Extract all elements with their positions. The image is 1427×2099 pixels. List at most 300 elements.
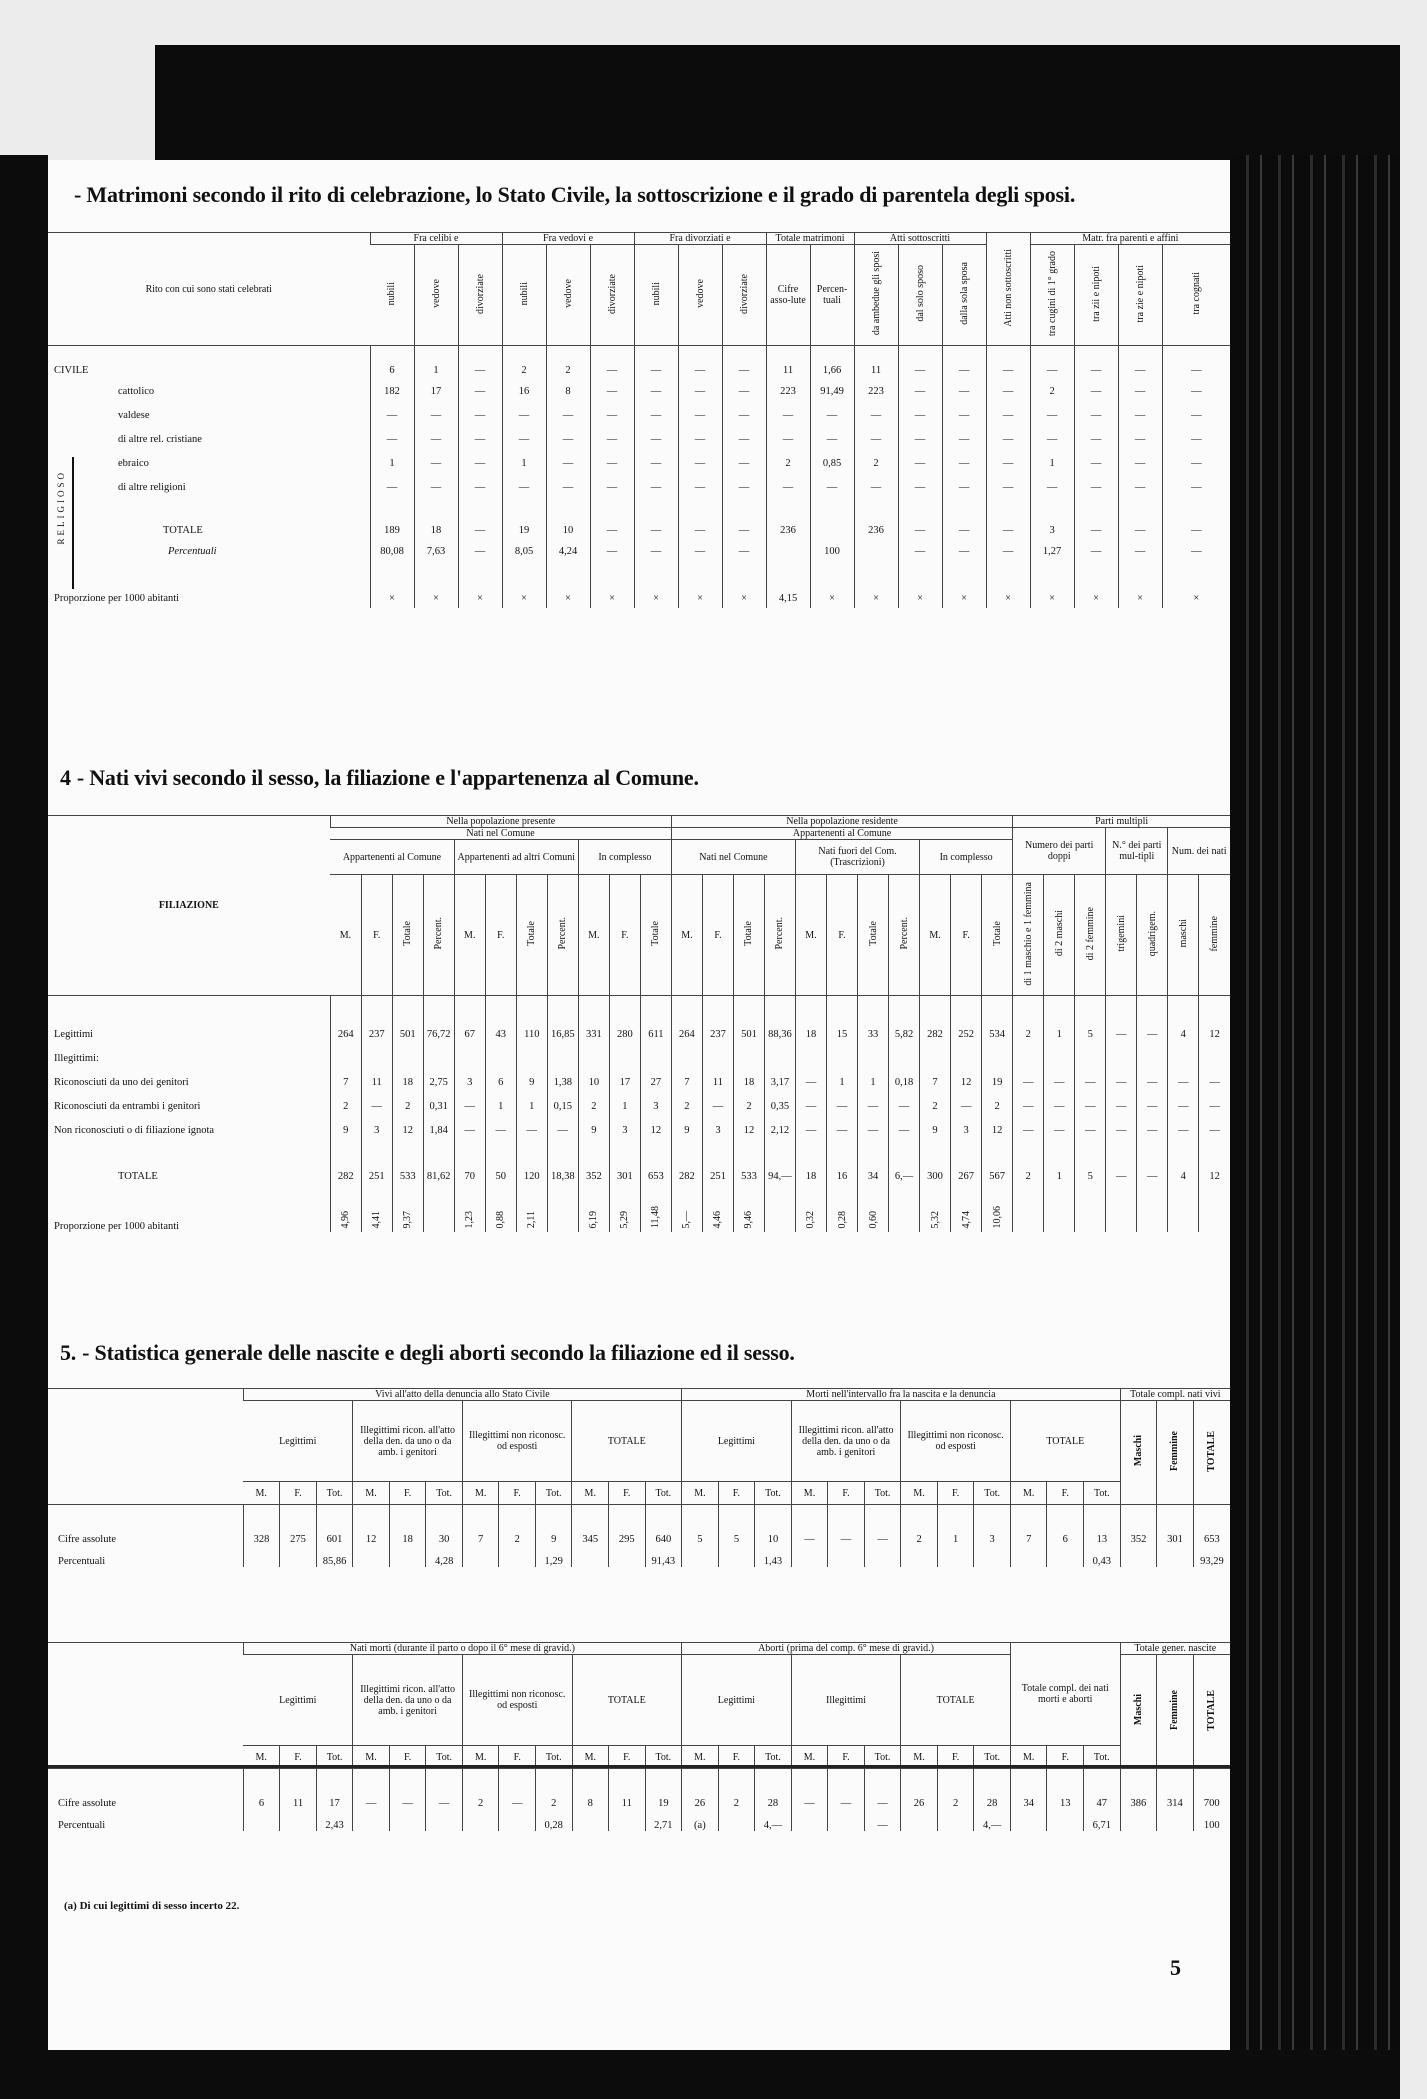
table3-cell: — xyxy=(546,404,590,428)
table3-group-header: Fra celibi e xyxy=(370,233,502,245)
table4-cell: 50 xyxy=(485,1136,516,1182)
table4-cell xyxy=(827,1182,858,1232)
table5a-header-row1 xyxy=(48,1389,1230,1401)
table4-cell xyxy=(951,1182,982,1232)
table3-cell: — xyxy=(634,452,678,476)
table4-cell: — xyxy=(547,1112,578,1136)
table5a-group-header: Illegittimi non riconosc. od esposti xyxy=(462,1401,572,1482)
table3-cell: — xyxy=(458,476,502,500)
table3-col-header xyxy=(546,245,590,346)
table5b-cell: (a) xyxy=(682,1809,719,1831)
table4-cell xyxy=(1075,1182,1106,1232)
table4-cell xyxy=(1075,1040,1106,1064)
scan-border-top xyxy=(155,45,1400,160)
table5b-cell: 386 xyxy=(1120,1769,1157,1809)
table5b-header-aborti: Aborti (prima del comp. 6° mese di gravid.) xyxy=(682,1643,1011,1655)
table5b-row-label: Percentuali xyxy=(58,1819,106,1831)
table4-cell: — xyxy=(795,1112,826,1136)
table4-cell-text: 0,32 xyxy=(805,1211,817,1229)
table4-cell xyxy=(702,1040,733,1064)
table3-cell: — xyxy=(898,380,942,404)
table4-cell xyxy=(1137,1040,1168,1064)
table5b-cell: — xyxy=(499,1769,536,1809)
table5b-cell xyxy=(791,1809,828,1831)
table4-col-header xyxy=(982,875,1013,996)
table4-cell xyxy=(1168,1040,1199,1064)
table3-cell: — xyxy=(458,346,502,380)
table4-cell: 0,35 xyxy=(764,1088,795,1112)
table4-col-header xyxy=(485,875,516,996)
table3-row xyxy=(48,428,1230,452)
table4-col-header-text: di 2 femmine xyxy=(1084,906,1096,961)
table4-header-presente: Nella popolazione presente xyxy=(330,816,671,828)
table4-cell-text: 1,23 xyxy=(464,1211,476,1229)
table4-cell: 12 xyxy=(640,1112,671,1136)
table4-cell: 1 xyxy=(1044,1136,1075,1182)
table4-cell xyxy=(1044,1040,1075,1064)
table3-cell: — xyxy=(590,500,634,540)
table4-cell-text: 0,60 xyxy=(867,1211,879,1229)
table3-header-rito: Rito con cui sono stati celebrati xyxy=(48,233,370,346)
table3-cell: — xyxy=(1074,452,1118,476)
table5b-mft-header: F. xyxy=(609,1746,646,1769)
table5b-mft-header: M. xyxy=(791,1746,828,1769)
table4-cell: 331 xyxy=(578,996,609,1040)
table3-cell: × xyxy=(634,564,678,608)
table3-cell: — xyxy=(1118,540,1162,564)
table3-row-label: valdese xyxy=(118,410,150,421)
table5b-header-totale-compl: Totale compl. dei nati morti e aborti xyxy=(1010,1643,1120,1746)
table5a-group-header: Illegittimi non riconosc. od esposti xyxy=(901,1401,1011,1482)
table5a-header-morti: Morti nell'intervallo fra la nascita e la denuncia xyxy=(682,1389,1121,1401)
table4-cell: 3 xyxy=(609,1112,640,1136)
table4-col-header xyxy=(827,875,858,996)
table5a-total-col-text: Femmine xyxy=(1169,1431,1181,1471)
table3-col-header xyxy=(1118,245,1162,346)
table3-row xyxy=(48,476,1230,500)
table3-row xyxy=(48,500,1230,540)
table3-col-header xyxy=(942,245,986,346)
table4-col-header-text: M. xyxy=(681,929,693,941)
table4-cell: — xyxy=(1106,1136,1137,1182)
table5b-group-header: Illegittimi ricon. all'atto della den. da uno o da amb. i genitori xyxy=(353,1655,463,1746)
table5b-row xyxy=(48,1769,1230,1809)
table3-row-label: cattolico xyxy=(118,386,155,397)
table4-cell: 6,— xyxy=(889,1136,920,1182)
table5b-total-col xyxy=(1157,1655,1194,1769)
table4-col-header xyxy=(609,875,640,996)
table5b-cell xyxy=(462,1809,499,1831)
table5a-live-births xyxy=(48,1388,1230,1567)
table5a-row xyxy=(48,1505,1230,1545)
table3-col-header-text: vedove xyxy=(562,279,574,308)
table5a-cell xyxy=(243,1545,280,1567)
table5a-row-label: Percentuali xyxy=(58,1555,106,1567)
table3-cell: — xyxy=(458,540,502,564)
table3-cell: — xyxy=(810,404,854,428)
table4-cell: 5 xyxy=(1075,996,1106,1040)
table4-col-header-text: Totale xyxy=(402,921,414,946)
table5a-cell: 2 xyxy=(901,1505,938,1545)
table4-cell: 3 xyxy=(640,1088,671,1112)
table3-col-header xyxy=(1030,245,1074,346)
table4-cell: 18 xyxy=(795,996,826,1040)
table3-cell: — xyxy=(722,540,766,564)
table5b-cell xyxy=(1010,1809,1047,1831)
table3-col-header xyxy=(634,245,678,346)
table4-cell: — xyxy=(1013,1112,1044,1136)
table4-cell: 1,84 xyxy=(423,1112,454,1136)
table4-col-header-text: M. xyxy=(464,929,476,941)
table4-row-label: Non riconosciuti o di filiazione ignota xyxy=(54,1124,215,1136)
table5b-cell: 6,71 xyxy=(1084,1809,1121,1831)
table3-cell: 236 xyxy=(854,500,898,540)
table3-cell: 0,85 xyxy=(810,452,854,476)
table4-cell: 88,36 xyxy=(764,996,795,1040)
table4-header-row1 xyxy=(48,816,1230,828)
table4-cell: 11 xyxy=(361,1064,392,1088)
table4-cell: 653 xyxy=(640,1136,671,1182)
table4-cell: 12 xyxy=(392,1112,423,1136)
table5a-cell xyxy=(682,1545,719,1567)
table4-cell: 11 xyxy=(702,1064,733,1088)
table3-cell: — xyxy=(1162,540,1230,564)
table3-cell: — xyxy=(634,540,678,564)
table3-group-header: Fra vedovi e xyxy=(502,233,634,245)
table3-cell: — xyxy=(986,404,1030,428)
table4-cell: 2 xyxy=(733,1088,764,1112)
table4-cell: 4 xyxy=(1168,1136,1199,1182)
table3-cell: — xyxy=(590,428,634,452)
table4-cell: 2,75 xyxy=(423,1064,454,1088)
table3-cell: — xyxy=(546,452,590,476)
table3-header-groups xyxy=(48,233,1230,245)
table4-cell xyxy=(764,1182,795,1232)
table5b-mft-header: M. xyxy=(353,1746,390,1769)
table3-cell: — xyxy=(678,428,722,452)
table4-row xyxy=(48,1040,1230,1064)
table4-col-header-text: Percent. xyxy=(774,917,786,950)
table5b-total-col-text: Maschi xyxy=(1132,1694,1144,1726)
table5a-cell: 275 xyxy=(280,1505,317,1545)
table5b-header-totale-gener: Totale gener. nascite xyxy=(1120,1643,1230,1655)
table4-cell: 70 xyxy=(454,1136,485,1182)
table5b-mft-header: F. xyxy=(937,1746,974,1769)
table5b-mft-header: F. xyxy=(280,1746,317,1769)
table3-col-header xyxy=(854,245,898,346)
table5b-cell: — xyxy=(389,1769,426,1809)
table3-cell: — xyxy=(1074,346,1118,380)
table3-cell: — xyxy=(678,500,722,540)
table3-cell: × xyxy=(678,564,722,608)
table3-cell: — xyxy=(898,346,942,380)
table4-cell: 1 xyxy=(516,1088,547,1112)
table5b-header-row1 xyxy=(48,1643,1230,1655)
table4-cell-text: 4,96 xyxy=(340,1211,352,1229)
table5a-cell: 4,28 xyxy=(426,1545,463,1567)
table5a-cell xyxy=(864,1545,901,1567)
table5-title: 5. - Statistica generale delle nascite e degli aborti secondo la filiazione ed il sesso. xyxy=(60,1340,795,1365)
table4-cell: 27 xyxy=(640,1064,671,1088)
table5a-cell xyxy=(901,1545,938,1567)
table4-col-header xyxy=(702,875,733,996)
table5b-cell: 100 xyxy=(1193,1809,1230,1831)
table4-cell: 0,18 xyxy=(889,1064,920,1088)
table5a-mft-header: F. xyxy=(389,1482,426,1505)
table3-col-header-text: tra zie e nipoti xyxy=(1134,264,1146,323)
table4-cell: 611 xyxy=(640,996,671,1040)
table4-col-header xyxy=(951,875,982,996)
table5a-mft-header: M. xyxy=(572,1482,609,1505)
table5a-cell: 10 xyxy=(755,1505,792,1545)
table5a-total-col-text: TOTALE xyxy=(1206,1430,1218,1472)
table4-col-header xyxy=(733,875,764,996)
table3-cell: — xyxy=(942,404,986,428)
table3-row-label: ebraico xyxy=(118,458,149,469)
table3-cell: 2 xyxy=(1030,380,1074,404)
table5b-cell: 6 xyxy=(243,1769,280,1809)
table4-cell xyxy=(361,1182,392,1232)
table5b-cell: 4,— xyxy=(974,1809,1011,1831)
table5a-group-header: TOTALE xyxy=(1010,1401,1120,1482)
table5b-stillbirths xyxy=(48,1642,1230,1831)
table4-cell: — xyxy=(1137,1088,1168,1112)
table4-col-header xyxy=(516,875,547,996)
table4-header-nati-nel-comune: Nati nel Comune xyxy=(671,840,795,875)
table3-cell: — xyxy=(458,452,502,476)
table5a-mft-header: F. xyxy=(280,1482,317,1505)
table4-cell xyxy=(516,1182,547,1232)
table5a-cell xyxy=(791,1545,828,1567)
table4-cell: 1 xyxy=(485,1088,516,1112)
table3-col-header-text: vedove xyxy=(694,279,706,308)
table3-col-header xyxy=(502,245,546,346)
table3-cell: × xyxy=(722,564,766,608)
table3-cell xyxy=(810,500,854,540)
table4-col-header-text: F. xyxy=(838,929,846,941)
table4-row xyxy=(48,996,1230,1040)
table4-cell: 110 xyxy=(516,996,547,1040)
table5a-cell: 328 xyxy=(243,1505,280,1545)
table4-col-header xyxy=(547,875,578,996)
table3-cell: — xyxy=(502,476,546,500)
table4-cell xyxy=(889,1040,920,1064)
table5a-cell: 6 xyxy=(1047,1505,1084,1545)
table5a-mft-header: Tot. xyxy=(645,1482,682,1505)
table5a-cell: 18 xyxy=(389,1505,426,1545)
table4-cell: 501 xyxy=(733,996,764,1040)
scan-border-bottom xyxy=(0,2050,1400,2099)
table3-col-header-text: tra cugini di 1° grado xyxy=(1046,250,1058,337)
table5b-cell: 2 xyxy=(535,1769,572,1809)
table5a-mft-header: M. xyxy=(791,1482,828,1505)
table4-col-header xyxy=(858,875,889,996)
table3-cell: — xyxy=(1162,404,1230,428)
table5b-group-header: TOTALE xyxy=(572,1655,682,1746)
table3-cell: — xyxy=(678,404,722,428)
table5b-mft-header: F. xyxy=(499,1746,536,1769)
table4-cell xyxy=(330,1182,361,1232)
table5a-mft-header: F. xyxy=(828,1482,865,1505)
table3-cell: × xyxy=(1030,564,1074,608)
table5a-mft-header: Tot. xyxy=(535,1482,572,1505)
table3-cell: — xyxy=(1162,500,1230,540)
table3-row-label: Proporzione per 1000 abitanti xyxy=(54,592,180,604)
table4-col-header-text: M. xyxy=(929,929,941,941)
table3-cell: × xyxy=(1162,564,1230,608)
table4-cell xyxy=(1137,1182,1168,1232)
table4-col-header-text: M. xyxy=(805,929,817,941)
table5a-cell xyxy=(353,1545,390,1567)
table4-cell: 6 xyxy=(485,1064,516,1088)
table4-cell xyxy=(1013,1182,1044,1232)
table3-cell: 4,24 xyxy=(546,540,590,564)
table4-cell: 352 xyxy=(578,1136,609,1182)
table4-cell xyxy=(827,1040,858,1064)
table3-row-label: di altre rel. cristiane xyxy=(118,434,202,445)
table3-cell: — xyxy=(1118,476,1162,500)
table3-cell: — xyxy=(590,380,634,404)
table5b-cell: 314 xyxy=(1157,1769,1194,1809)
table3-cell: — xyxy=(986,346,1030,380)
table3-col-header xyxy=(370,245,414,346)
table5a-cell: 0,43 xyxy=(1083,1545,1120,1567)
table3-cell: × xyxy=(810,564,854,608)
table5a-cell: 640 xyxy=(645,1505,682,1545)
table3-cell: — xyxy=(634,500,678,540)
table3-cell: — xyxy=(546,428,590,452)
table5a-mft-header: Tot. xyxy=(426,1482,463,1505)
table3-cell: — xyxy=(1162,476,1230,500)
table4-cell: 43 xyxy=(485,996,516,1040)
table5b-mft-header: F. xyxy=(828,1746,865,1769)
table4-col-header xyxy=(640,875,671,996)
table5a-mft-header: M. xyxy=(462,1482,499,1505)
table4-cell: — xyxy=(889,1112,920,1136)
table3-cell: — xyxy=(502,404,546,428)
table3-cell: × xyxy=(546,564,590,608)
table4-row-label: Legittimi xyxy=(54,1028,94,1040)
table3-cell: — xyxy=(898,452,942,476)
table5a-cell: 2 xyxy=(499,1505,536,1545)
table3-row xyxy=(48,404,1230,428)
table4-cell: — xyxy=(1199,1064,1230,1088)
table4-cell xyxy=(858,1040,889,1064)
table4-cell: 251 xyxy=(702,1136,733,1182)
table3-cell: — xyxy=(458,380,502,404)
table5b-mft-header: Tot. xyxy=(864,1746,901,1769)
table3-cell: × xyxy=(942,564,986,608)
table4-cell: 1 xyxy=(858,1064,889,1088)
table3-cell: — xyxy=(590,452,634,476)
table4-header-nati-comune: Nati nel Comune xyxy=(330,828,671,840)
table3-col-header xyxy=(458,245,502,346)
table5b-cell: 11 xyxy=(280,1769,317,1809)
table4-cell: 567 xyxy=(982,1136,1013,1182)
table5b-mft-header: F. xyxy=(389,1746,426,1769)
table4-cell: 2 xyxy=(920,1088,951,1112)
table4-cell: — xyxy=(1106,1064,1137,1088)
table5a-group-header: Legittimi xyxy=(682,1401,792,1482)
table3-cell: 80,08 xyxy=(370,540,414,564)
table3-cell: — xyxy=(1074,404,1118,428)
table3-cell: — xyxy=(1162,452,1230,476)
table4-header-filiazione: FILIAZIONE xyxy=(48,816,330,996)
table4-cell: 67 xyxy=(454,996,485,1040)
table5a-mft-header: M. xyxy=(901,1482,938,1505)
table3-cell: 2 xyxy=(766,452,810,476)
table4-cell: — xyxy=(889,1088,920,1112)
table4-cell xyxy=(1013,1040,1044,1064)
table5a-cell xyxy=(280,1545,317,1567)
table4-row xyxy=(48,1182,1230,1232)
table3-cell: — xyxy=(634,428,678,452)
table3-cell: — xyxy=(634,404,678,428)
table5a-cell xyxy=(1157,1545,1194,1567)
table4-header-trascrizioni: Nati fuori del Com. (Trascrizioni) xyxy=(795,840,919,875)
table5b-group-header: TOTALE xyxy=(901,1655,1011,1746)
table5a-cell: 295 xyxy=(609,1505,646,1545)
table4-col-header xyxy=(764,875,795,996)
table5b-cell xyxy=(426,1809,463,1831)
table3-cell: — xyxy=(1118,346,1162,380)
footnote: (a) Di cui legittimi di sesso incerto 22. xyxy=(64,1900,240,1912)
table5b-cell: 2 xyxy=(937,1769,974,1809)
table4-cell: 7 xyxy=(330,1064,361,1088)
table4-col-header xyxy=(330,875,361,996)
table4-col-header xyxy=(423,875,454,996)
table5a-total-col-text: Maschi xyxy=(1132,1435,1144,1467)
table4-cell: — xyxy=(454,1088,485,1112)
table3-cell: — xyxy=(986,540,1030,564)
table5b-cell: 700 xyxy=(1193,1769,1230,1809)
table4-cell: 33 xyxy=(858,996,889,1040)
table3-cell: — xyxy=(370,404,414,428)
table4-cell xyxy=(392,1182,423,1232)
table3-row-label: di altre religioni xyxy=(118,482,186,493)
table5a-total-col xyxy=(1120,1401,1157,1505)
table5b-cell: 13 xyxy=(1047,1769,1084,1809)
table3-cell: — xyxy=(942,346,986,380)
table4-cell: 9 xyxy=(516,1064,547,1088)
table3-cell: — xyxy=(722,476,766,500)
table5b-cell: 2,43 xyxy=(316,1809,353,1831)
table4-cell: 2 xyxy=(392,1088,423,1112)
table5a-cell: 7 xyxy=(462,1505,499,1545)
table5b-cell xyxy=(243,1809,280,1831)
table4-cell: 237 xyxy=(702,996,733,1040)
table3-cell: — xyxy=(1118,380,1162,404)
table4-cell: — xyxy=(951,1088,982,1112)
table4-cell-text: 5,29 xyxy=(619,1211,631,1229)
table5b-total-col-text: TOTALE xyxy=(1206,1689,1218,1731)
table4-cell: 282 xyxy=(330,1136,361,1182)
table5a-mft-header: F. xyxy=(1047,1482,1084,1505)
table3-cell: 4,15 xyxy=(766,564,810,608)
table4-cell xyxy=(671,1182,702,1232)
table3-cell: 6 xyxy=(370,346,414,380)
table3-col-header-text: Cifre asso-lute xyxy=(770,284,806,306)
table3-cell: — xyxy=(1030,346,1074,380)
table4-cell xyxy=(330,1040,361,1064)
table4-cell xyxy=(1044,1182,1075,1232)
table5b-row-label: Cifre assolute xyxy=(58,1797,117,1809)
table5a-cell: 1 xyxy=(937,1505,974,1545)
table4-cell xyxy=(423,1040,454,1064)
table4-cell: — xyxy=(1075,1112,1106,1136)
table5b-mft-header: Tot. xyxy=(755,1746,792,1769)
table3-col-header-text: divorziate xyxy=(606,273,618,314)
